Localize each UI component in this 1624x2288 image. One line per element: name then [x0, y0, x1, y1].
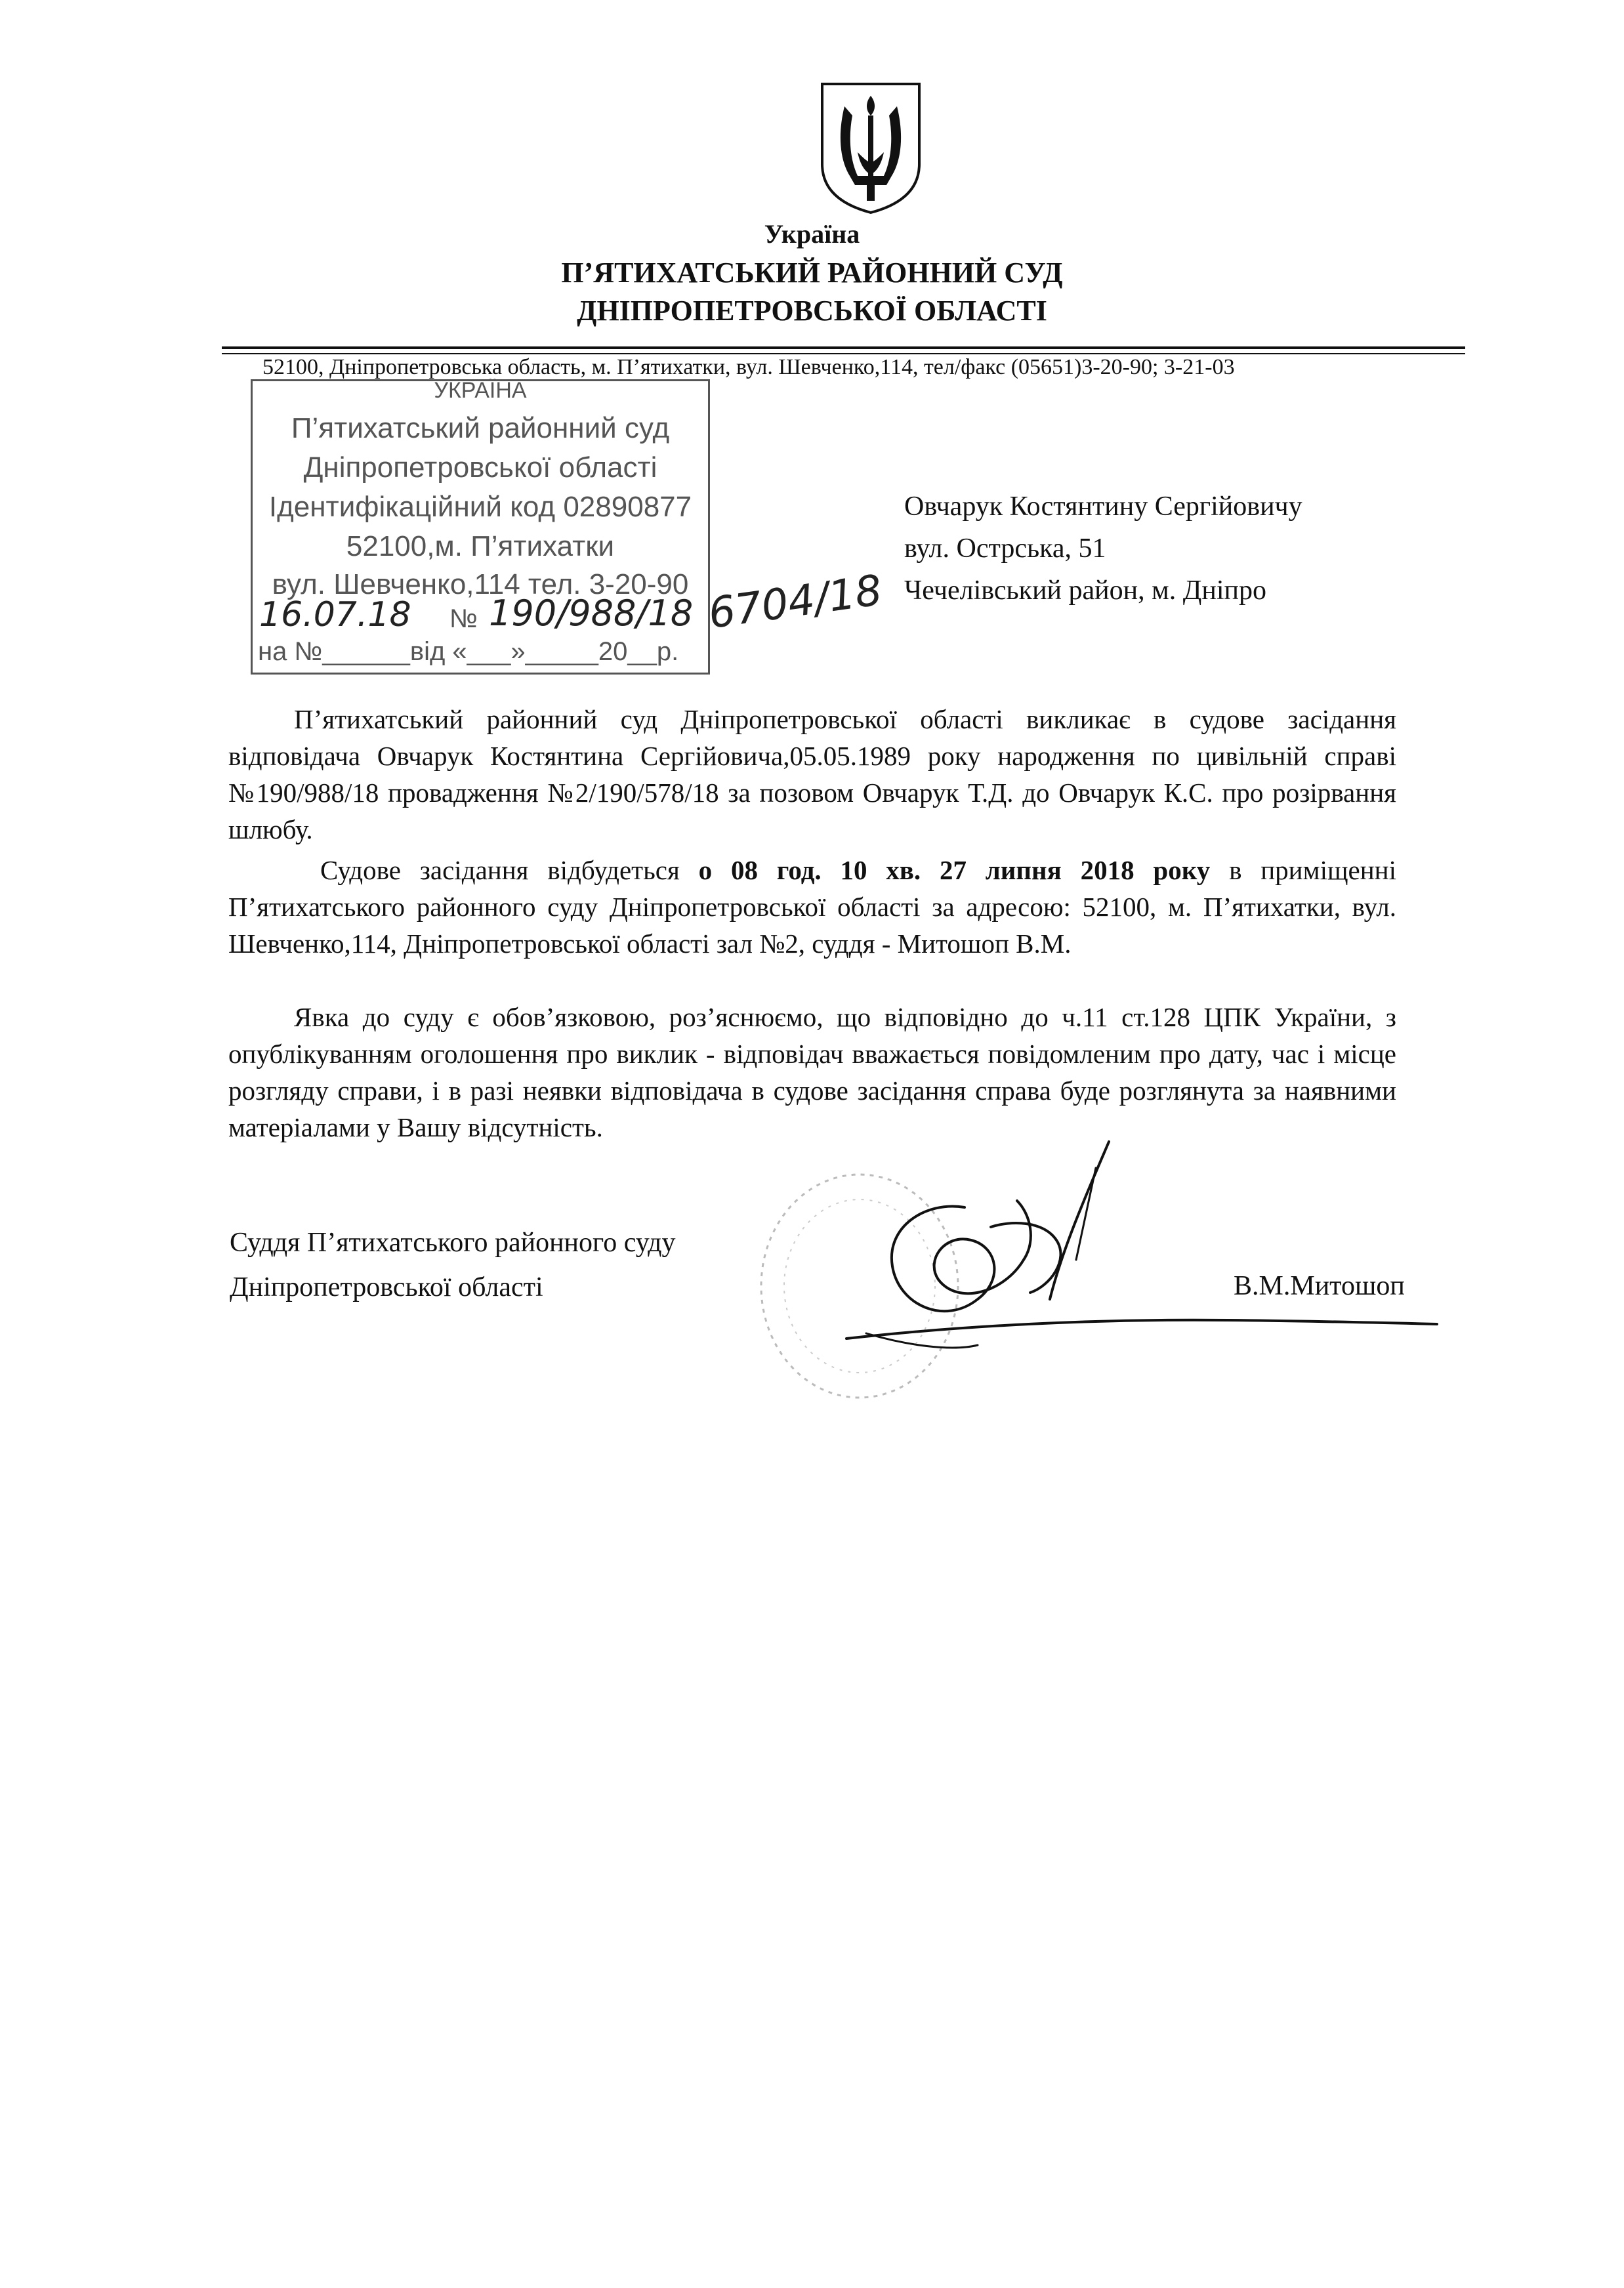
- stamp-handwritten-extra: 6704/18: [705, 566, 885, 639]
- header-rule-thick: [222, 346, 1465, 349]
- court-name-line2: ДНІПРОПЕТРОВСЬКОЇ ОБЛАСТІ: [577, 295, 1047, 327]
- p2-text-after: в приміщенні П’ятихатського районного суду Дніпропетровської області за адресою: 52100, м. П’ятихатки, вул. Шевченко,114, Дніпропетровської області зал №2, суддя - Митошоп В.М.: [228, 855, 1397, 959]
- signatory-title-line2: Дніпропетровської області: [230, 1272, 543, 1302]
- signatory-name: В.М.Митошоп: [1234, 1271, 1405, 1301]
- hearing-datetime: о 08 год. 10 хв. 27 липня 2018 року: [698, 855, 1211, 885]
- court-name-line1: П’ЯТИХАТСЬКИЙ РАЙОННИЙ СУД: [561, 257, 1063, 289]
- stamp-handwritten-date: 16.07.18: [259, 595, 411, 634]
- stamp-line-city: 52100,м. П’ятихатки: [346, 530, 615, 562]
- court-address: 52100, Дніпропетровська область, м. П’ятихатки, вул. Шевченко,114, тел/факс (05651)3-20-90; 3-21-03: [262, 355, 1235, 379]
- trident-coat-of-arms-icon: [818, 80, 923, 215]
- stamp-line-court: П’ятихатський районний суд: [291, 412, 670, 444]
- recipient-block: [904, 486, 1302, 612]
- stamp-line-region: Дніпропетровської області: [303, 451, 657, 484]
- stamp-line-country: УКРАЇНА: [434, 378, 527, 403]
- registration-stamp: [251, 378, 885, 675]
- stamp-handwritten-number: 190/988/18: [489, 593, 694, 634]
- p2-text-before: Судове засідання відбудеться: [320, 855, 699, 885]
- recipient-street: вул. Острська, 51: [904, 533, 1106, 564]
- stamp-number-label: №: [449, 604, 478, 633]
- handwritten-signature: [768, 1129, 1450, 1378]
- recipient-city: Чечелівський район, м. Дніпро: [904, 575, 1266, 606]
- summons-paragraph-1: П’ятихатський районний суд Дніпропетровської області викликає в судове засідання відповідача Овчарук Костянтина Сергійовича,05.05.1989 року народження по цивільній справі №190/988/18 провадження №2/190/578/18 за позовом Овчарук Т.Д. до Овчарук К.С. про розірвання шлюбу.: [228, 704, 1396, 844]
- country-heading: Україна: [764, 219, 860, 249]
- signatory-title: [230, 1220, 676, 1310]
- stamp-line-reference: на №______від «___»_____20__р.: [258, 637, 679, 666]
- recipient-name: Овчарук Костянтину Сергійовичу: [904, 491, 1302, 522]
- stamp-line-street: вул. Шевченко,114 тел. 3-20-90: [272, 568, 689, 600]
- stamp-line-code: Ідентифікаційний код 02890877: [268, 491, 692, 523]
- summons-paragraph-3: Явка до суду є обов’язковою, роз’яснюємо, що відповідно до ч.11 ст.128 ЦПК України, з опублікуванням оголошення про виклик - відповідач вважається повідомленим про дату, час і місце розгляду справи, і в разі неявки відповідача в судове засідання справа буде розглянута за наявними матеріалами у Вашу відсутність.: [228, 1002, 1396, 1142]
- summons-paragraph-2: [228, 852, 1396, 962]
- signatory-title-line1: Суддя П’ятихатського районного суду: [230, 1228, 676, 1258]
